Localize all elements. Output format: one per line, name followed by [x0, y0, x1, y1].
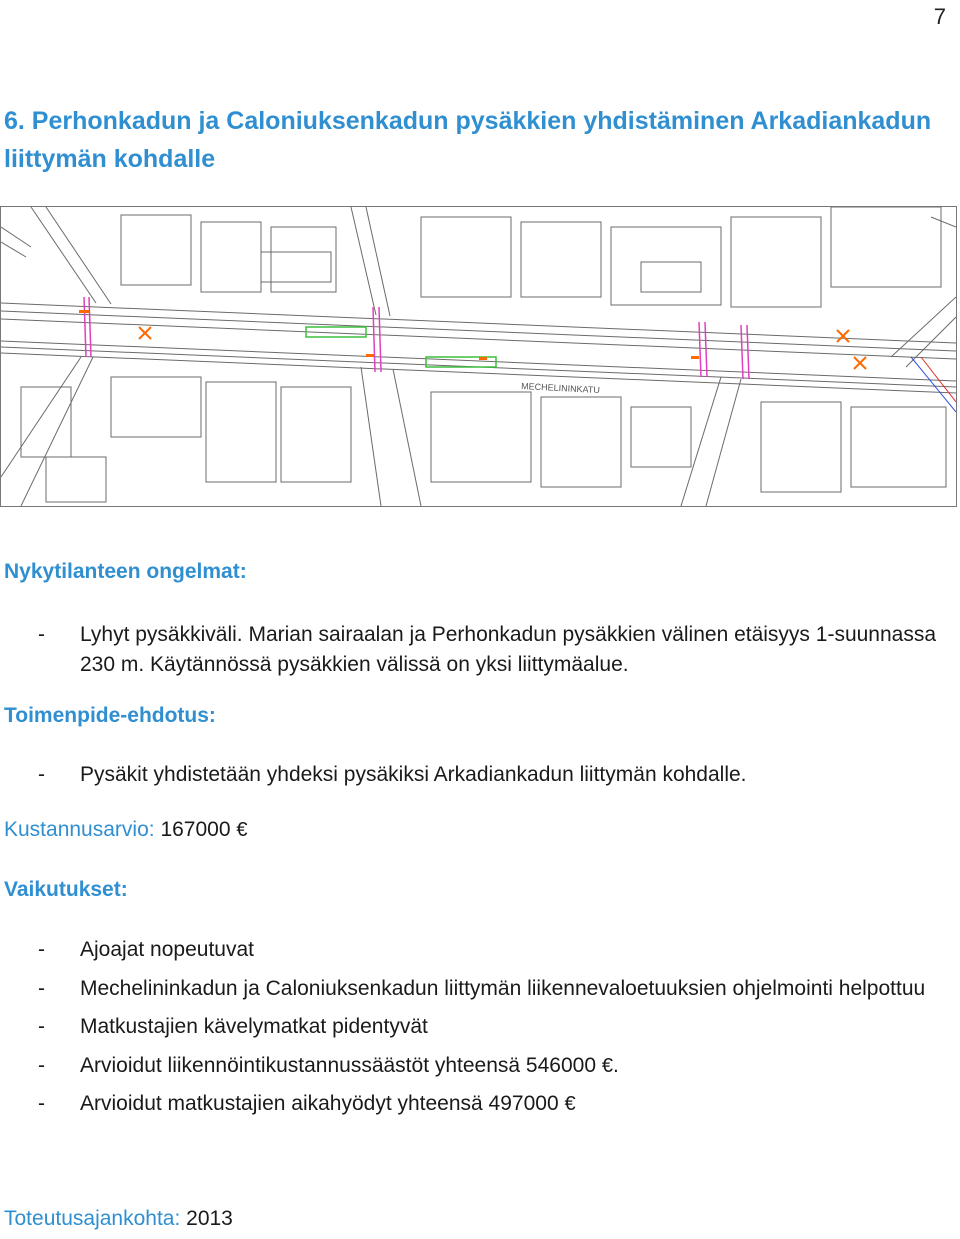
- euro-icon: €: [601, 1054, 613, 1077]
- proposal-list: [0, 760, 958, 790]
- list-item: [0, 1008, 958, 1047]
- list-dash: -: [38, 938, 45, 961]
- list-item: [0, 620, 958, 680]
- list-item-text: Ajoajat nopeutuvat: [80, 938, 254, 961]
- list-item: [0, 1047, 958, 1086]
- schedule: [4, 1207, 233, 1231]
- effects-heading: Vaikutukset:: [4, 878, 128, 901]
- cost-estimate: [4, 818, 247, 842]
- list-item-text: Pysäkit yhdistetään yhdeksi pysäkiksi Arkadiankadun liittymän kohdalle.: [80, 763, 747, 786]
- list-dash: -: [38, 623, 45, 646]
- cost-label: Kustannusarvio:: [4, 818, 155, 841]
- cost-value: 167000: [160, 818, 231, 841]
- list-item: [0, 760, 958, 790]
- problems-list: [0, 620, 958, 680]
- list-item-text: Mechelininkadun ja Caloniuksenkadun liittymän liikennevaloetuuksien ohjelmointi helpottuu: [80, 976, 926, 1000]
- euro-icon: €: [564, 1093, 576, 1115]
- list-dash: -: [38, 763, 45, 786]
- street-name-label: MECHELININKATU: [520, 381, 601, 396]
- euro-icon: €: [236, 819, 248, 841]
- schedule-label: Toteutusajankohta:: [4, 1207, 181, 1230]
- list-item-text: Arvioidut matkustajien aikahyödyt yhteensä 497000: [80, 1092, 559, 1115]
- list-item-text: Arvioidut liikennöintikustannussäästöt yhteensä 546000: [80, 1053, 597, 1077]
- list-dash: -: [38, 1092, 45, 1115]
- street-map-drawing: [1, 207, 956, 506]
- list-item: [0, 1085, 958, 1124]
- list-item-suffix: .: [612, 1053, 619, 1077]
- effects-list: [0, 931, 958, 1124]
- street-map-figure: [0, 206, 957, 507]
- proposal-heading: Toimenpide-ehdotus:: [4, 704, 216, 727]
- page-number: 7: [933, 4, 946, 29]
- list-dash: -: [38, 1015, 45, 1038]
- list-item-text: Lyhyt pysäkkiväli. Marian sairaalan ja Perhonkadun pysäkkien välinen etäisyys 1-suunnassa 230 m. Käytännössä pysäkkien välissä on yksi liittymäalue.: [80, 623, 937, 676]
- problems-heading: Nykytilanteen ongelmat:: [4, 560, 247, 583]
- list-item: [0, 931, 958, 970]
- list-item-text: Matkustajien kävelymatkat pidentyvät: [80, 1015, 428, 1038]
- list-item: [0, 970, 958, 1009]
- list-dash: -: [38, 976, 45, 1000]
- list-dash: -: [38, 1053, 45, 1077]
- schedule-value: 2013: [186, 1207, 233, 1230]
- section-title: 6. Perhonkadun ja Caloniuksenkadun pysäkkien yhdistäminen Arkadiankadun liittymän kohdalle: [4, 107, 932, 173]
